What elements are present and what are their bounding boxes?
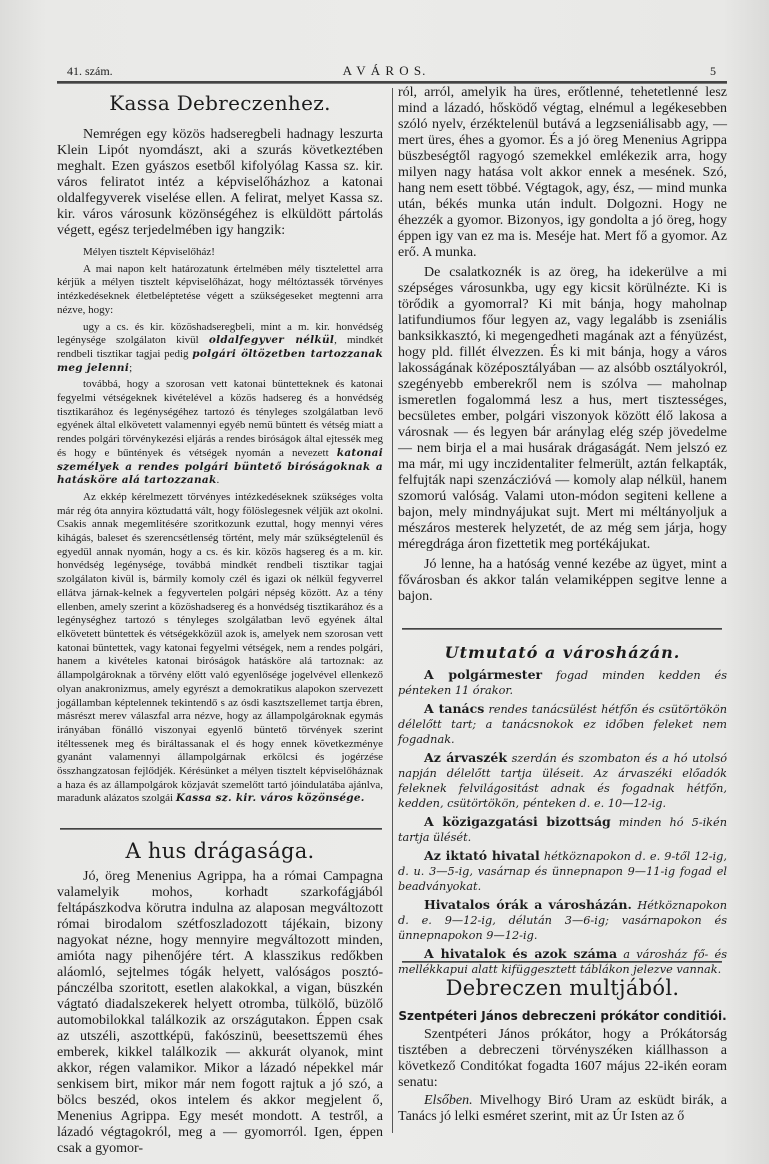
guide-item-lead: A hivatalok és azok száma: [424, 946, 618, 961]
paragraph-text: ugy a cs. és kir. közöshadseregbeli, mint a m. kir. honvédség legénysége szolgálaton kivül: [57, 320, 383, 347]
paragraph: Nemrégen egy közös hadseregbeli hadnagy leszurta Klein Lipót nyomdászt, aki a szurás következtében meghalt. Ezen gyászos esetből kifolyólag Kassa sz. kir. város feliratot intéz a képviselőházhoz a katonai oldalfegyverek viselése ellen. A felirat, melyet Kassa sz. kir. város városunk közönségéhez is elküldött pártolás végett, egész terjedelmében igy hangzik:: [57, 127, 383, 238]
petition-letter: [57, 246, 383, 806]
section-rule: [402, 961, 722, 963]
guide-item-text: a városház fő- és mellékkapui alatt kifüggesztett táblákon jelezve vannak.: [398, 948, 727, 976]
paragraph: [57, 246, 383, 260]
guide-item: [398, 667, 727, 698]
emphasis-text: oldalfegyver nélkül: [208, 334, 335, 347]
guide-item: [398, 701, 727, 747]
article-intro: [57, 127, 383, 239]
guide-item-lead: Az árvaszék: [424, 750, 507, 765]
paragraph: Jó, öreg Menenius Agrippa, ha a római Campagna valamelyik mohos, korhadt szarkofágjából feltápászkodva körutra indulna az alaposan megváltozott római birodalom szétfoszladozott tájékain, bizony nagyokat nézne, hogy mennyire megváltozott minden, amióta nagy pihenőjére tért. A klasszikus redőkben aláomló, sejtelmes tógák helyett, valóságos posztó-pánczélba szoritott, esetlen alakokkal, a vigan, büszkén vágtató diadalszekerek helyett otromba, tülkölő, büzölő automobilokkal találkozik az országutakon. Éppen csak az utszéli, aszottképü, fakószinü, beesettszemü éhes emberek, kikkel találkozik — akkurát olyanok, mint akkor, régen valamikor. Mikor a lázadó népekkel már senkisem birt, mikor már nem fogott rajtuk a jó szó, a bölcs beszéd, okos intelem és akkor megjelent ő, Menenius Agrippa. Egy mesét mondott. A testről, a lázadó végtagokról, meg a — gyomorról. Igen, éppen csak a gyomor-: [57, 869, 383, 1156]
paragraph: Szentpéteri János prókátor, hogy a Prókátorság tisztében a debreczeni törvényszéken kiállhasson a következő Conditókat fogadta 1607 május 22-ikén eoram senatu:: [398, 1027, 727, 1090]
item-lead: Elsőben.: [424, 1093, 473, 1108]
masthead: A V Á R O S.: [342, 63, 427, 78]
guide-item-lead: A közigazgatási bizottság: [424, 814, 611, 829]
guide-item: [398, 814, 727, 845]
guide-item-text: hétköznapokon d. e. 9-től 12-ig, d. u. 3—5-ig, vasárnap és ünnepnapon 9—11-ig fogad el beadványokat.: [398, 850, 727, 893]
article-body: [398, 85, 727, 605]
emphasis-text: polgári öltözetben tartozzanak meg jelenni: [57, 347, 383, 374]
paragraph-text: Az ekkép kérelmezett törvényes intézkedéseknek szükséges volta már rég óta annyira köztudattá vált, hogy fölöslegesnek véljük azt okolni. Csakis annak megemlitésére szoritkozunk ezuttal, hogy mennyi véres kihágás, baleset és szerencsétlenség történt, mely már szükségtelenül és egyedül annak nyomán, hogy a cs. és kir. közös hagsereg és a m. kir. honvédség legénysége, továbbá mindkét rendbeli tisztikar tagjai szolgálaton kivül is, bármily komoly czél és igazi ok nélkül fegyverrel ellátva járnak-kelnek a fegyvertelen polgári népség között. Az a tény ellenben, amely szerint a közöshadsereg és a honvédség tisztikarához és a legénységhez tartozó s tényleges szolgálatban levő egyének által elkövetett büntettek és vétségekközül azok is, amelyek nem szorosan vett katonai büntettek, vagy katonai fegyelmi vétségek, nem a rendes polgári, hanem a kivételes katonai biróságok hatásköre alá tartoznak: az állampolgároknak a törvény előtt való egyenlősége jogelvével ellenkező olyan anakronizmus, amely egyrészt a demokratikus alapokon szervezett jogállamban képtelennek tekintendő s az ósdi kasztszellemet tartja ébren, másrészt merev válaszfal arra nézve, hogy az állampolgároknak egymás irányában fönálló viszonyai egyenlő büntető törvények szerint itéltessenek meg és biráltassanak el és hogy ennek következménye gyanánt valamennyi állampolgárnak erkölcsi és jogérzése összhangzatosan fejlődjék. Kérésünket a mélyen tisztelt képviselőháznak a haza és az állampolgárok közjavát szemelőtt tartó jóindulatába ajánlva, maradunk alázatos szolgái: [57, 490, 383, 805]
guide-item-lead: Az iktató hivatal: [424, 848, 540, 863]
guide-item-text: fogad minden kedden és pénteken 11 órakor.: [398, 669, 727, 697]
paragraph-text: ;: [129, 361, 133, 374]
paragraph-text: A mai napon kelt határozatunk értelmében mély tisztelettel arra kérjük a mélyen tisztelt képviselőházat, hogy méltóztassék törvényes intézkedéseknek életbeléptetése végett a szükségeseket megtenni arra nézve, hogy:: [57, 262, 383, 316]
header-rule: [57, 81, 727, 84]
column-divider: [392, 88, 393, 1133]
guide-item-text: szerdán és szombaton és a hó utolsó napján délelőtt tartja üléseit. Az árvaszéki előadók feleknek felvilágositást adnak és fogadnak hétfőn, kedden, csütörtökön, pénteken d. e. 10—12-ig.: [398, 752, 727, 810]
paragraph-text: Mivelhogy Biró Uram az esküdt birák, a Tanács jó lelki esméret szerint, mit az Úr Isten az ő: [398, 1093, 727, 1124]
issue-number: 41. szám.: [67, 64, 113, 78]
paragraph: Jó lenne, ha a hatóság venné kezébe az ügyet, mint a fővárosban és akkor talán velamiképpen segitve lenne a bajon.: [398, 557, 727, 604]
article-body: [398, 1027, 727, 1125]
guide-item-lead: A polgármester: [424, 667, 543, 682]
article-title: Kassa Debreczenhez.: [109, 91, 331, 115]
article-title: A hus drágasága.: [125, 839, 315, 863]
section-rule: [60, 828, 382, 830]
guide-item: [398, 750, 727, 811]
paragraph-text: .: [216, 474, 220, 487]
emphasis-text: katonai személyek a rendes polgári büntető biróságoknak a hatásköre alá tartozzanak: [57, 446, 383, 487]
guide-item: [398, 897, 727, 943]
paragraph-text: , mindkét rendbeli tisztikar tagjai pedig: [57, 334, 383, 360]
paragraph: [57, 491, 383, 806]
paragraph: [57, 378, 383, 488]
paragraph: De csalatkoznék is az öreg, ha idekerülve a mi szépséges városunkba, ugy egy kicsit körülnézte. Ki is törődik a gyomorral? Ki mit bánja, hogy maholnap latifundiumos főur legyen az, vagy legalább is zseniális banksikkasztó, ki megengedheti magának azt a fényüzést, hogy pld. fillét élvezzen. És ki mit bánja, hogy a város lakosságának középosztályában — az alsóbb osztályokról, szegényebb emberekről nem is szólva — maholnap ismeretlen fogalommá lesz a hus, mert tisztességes, becsületes ember, polgári viszonyok között élő lakosa a városnak — és legyen bár aránylag elég szép jövedelme — nem birja el a mai husárak drágaságát. Nem jelszó ez ma már, mi ugy inczidentaliter felmerült, aztán felkapták, felfujták napi szenzáczióvá — komoly alap nélkül, hanem szomorú valóság. Valami uton-módon segiteni kellene a bajon, mely mindnyájukat sujt. Mert mi méltányoljuk a mészáros mesterek helyzetét, de az még sem járja, hogy méregdrága áron fizettetik meg portékájukat.: [398, 265, 727, 552]
paragraph-text: Mélyen tisztelt Képviselőház!: [83, 246, 215, 258]
guide-list: [398, 667, 727, 980]
paragraph: [57, 263, 383, 318]
article-body: [57, 869, 383, 1157]
guide-item-lead: Hivatalos órák a városházán.: [424, 897, 632, 912]
guide-item-text: Hétköznapokon d. e. 9—12-ig, délután 3—6-ig; vasárnapokon és ünnepnapokon 9—12-ig.: [398, 899, 728, 942]
section-rule: [402, 628, 722, 630]
paragraph: [398, 1093, 727, 1125]
emphasis-text: Kassa sz. kir. város közönsége.: [175, 792, 365, 805]
paragraph: ról, arról, amelyik ha üres, erőtlenné, tehetetlenné lesz mind a lázadó, hősködő végtag, elnémul a legékesebben szóló nyelv, érzéktelenül butává a legzseniálisabb agy, — mert üres, éhes a gyomor. És a jó öreg Menenius Agrippa büszbeségtől ragyogó szemekkel emlékezik arra, hogy milyen nagy hatása volt akkor ennek a mesének. Szó, hang nem esett többé. Végtagok, agy, ész, — mind munka után, békés munka után indult. Dolgozni. Hogy ne éhezzék a gyomor. Bizonyos, igy gondolta a jó öreg, hogy éppen igy van ez ma is. Meséje hat. Mert fő a gyomor. Az erő. A munka.: [398, 85, 727, 260]
guide-item: [398, 848, 727, 894]
guide-item-lead: A tanács: [424, 701, 485, 716]
paragraph-text: továbbá, hogy a szorosan vett katonai büntetteknek és katonai fegyelmi vétségeknek kivételével a közös hadsereg és a honvédség tisztikarához és legénységéhez tartozó és tényleges szolgálatban levő egyének által elkövetett valamennyi egyéb nemü büntett és vétség miatt a rendes polgári törvénykezési eljárás a rendes biróságok által ejtessék meg és hogy e bűntények és vétségek nyomán a nevezett: [57, 378, 383, 459]
guide-item-text: minden hó 5-ikén tartja ülését.: [398, 816, 727, 844]
article-subtitle: Szentpéteri János debreczeni prókátor conditiói.: [398, 1009, 727, 1023]
guide-title: Utmutató a városházán.: [444, 643, 681, 662]
paragraph: [57, 321, 383, 376]
page-number: 5: [710, 64, 716, 78]
guide-item-text: rendes tanácsülést hétfőn és csütörtökön délelőtt tart; a tanácsnokok ez időben feleket nem fogadnak.: [398, 703, 728, 746]
article-title: Debreczen multjából.: [445, 976, 680, 1000]
